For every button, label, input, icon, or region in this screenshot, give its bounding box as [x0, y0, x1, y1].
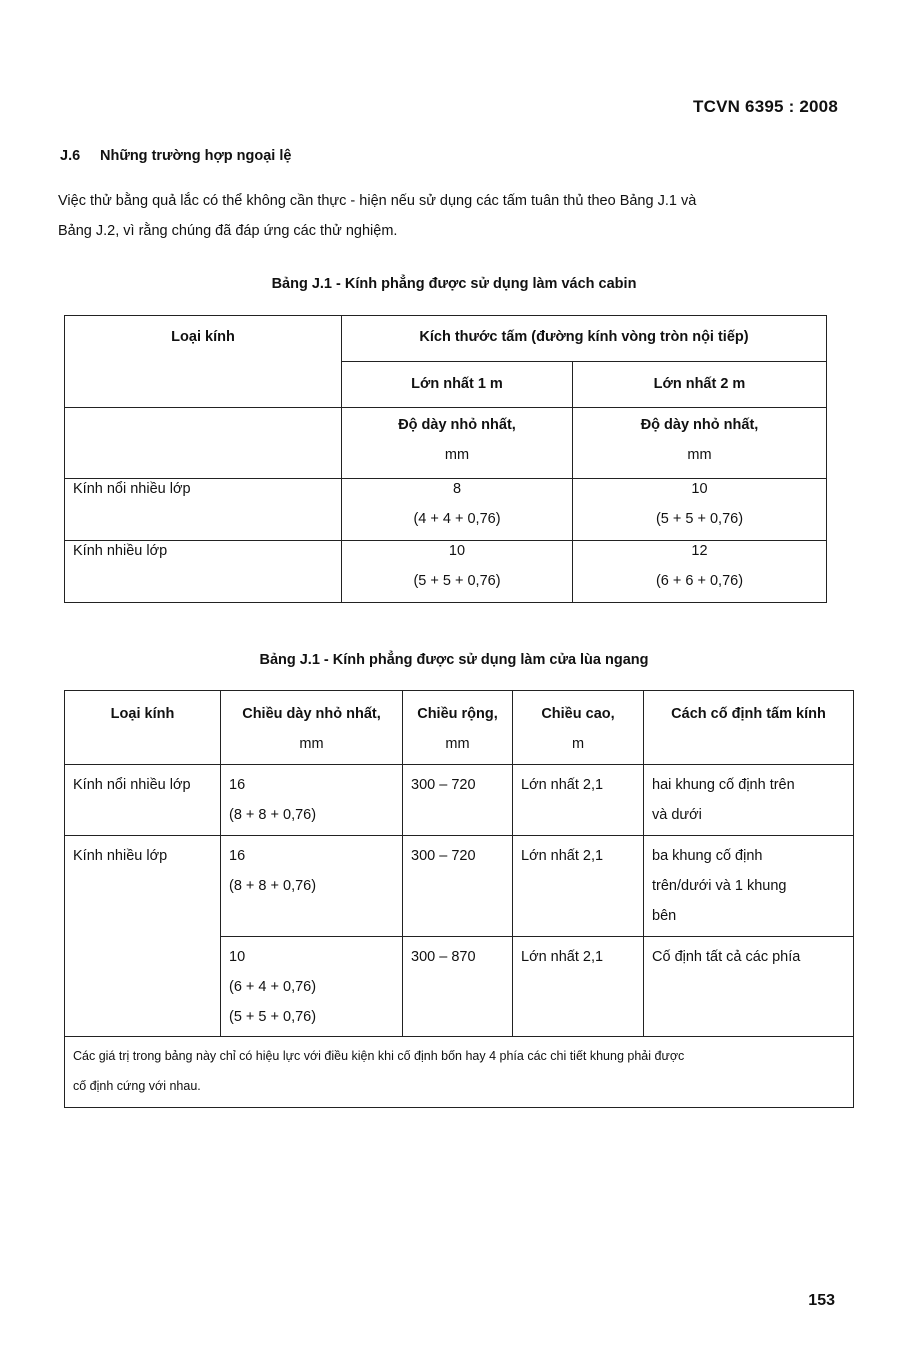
header-cell-fixing: Cách cố định tấm kính: [644, 691, 854, 765]
paragraph-line: Bảng J.2, vì rằng chúng đã đáp ứng các thử nghiệm.: [58, 223, 398, 239]
note-line: Các giá trị trong bảng này chỉ có hiệu lực với điều kiện khi cố định bốn hay 4 phía các chi tiết khung phải được: [73, 1049, 685, 1063]
table1-caption: Bảng J.1 - Kính phẳng được sử dụng làm vách cabin: [271, 276, 637, 292]
header-cell-type: Loại kính: [65, 691, 221, 765]
glass-type-cell: Kính nhiều lớp: [65, 541, 342, 603]
table-note: [65, 1037, 854, 1108]
thickness-cell: 16 (8 + 8 + 0,76): [221, 765, 403, 836]
header-cell-type: Loại kính: [65, 316, 342, 408]
header-cell-thickness: Độ dày nhỏ nhất, mm: [342, 408, 573, 479]
table-cabin-glass: [64, 315, 827, 603]
table-sliding-door-glass: [64, 690, 854, 1108]
glass-type-cell: Kính nhiều lớp: [65, 836, 221, 1037]
height-cell: Lớn nhất 2,1: [513, 836, 644, 937]
note-line: cố định cứng với nhau.: [73, 1079, 201, 1093]
glass-type-cell: Kính nổi nhiều lớp: [65, 479, 342, 541]
standard-code: TCVN 6395 : 2008: [693, 97, 838, 116]
width-cell: 300 – 720: [403, 765, 513, 836]
fixing-cell: hai khung cố định trên và dưới: [644, 765, 854, 836]
height-cell: Lớn nhất 2,1: [513, 765, 644, 836]
section-number: J.6: [60, 148, 81, 164]
header-cell-height: Chiều cao, m: [513, 691, 644, 765]
table2-caption: Bảng J.1 - Kính phẳng được sử dụng làm cửa lùa ngang: [259, 652, 649, 668]
table-row: [65, 541, 827, 603]
thickness-cell: 16 (8 + 8 + 0,76): [221, 836, 403, 937]
header-cell-width: Chiều rộng, mm: [403, 691, 513, 765]
header-cell-size: Kích thước tấm (đường kính vòng tròn nội tiếp): [342, 316, 827, 362]
value-cell: 10 (5 + 5 + 0,76): [342, 541, 573, 603]
header-cell-max2: Lớn nhất 2 m: [573, 362, 827, 408]
thickness-cell: 10 (6 + 4 + 0,76) (5 + 5 + 0,76): [221, 937, 403, 1037]
body-paragraph: [58, 186, 848, 246]
empty-cell: [65, 408, 342, 479]
width-cell: 300 – 720: [403, 836, 513, 937]
table-row: [65, 836, 854, 937]
table-row: [65, 479, 827, 541]
value-cell: 10 (5 + 5 + 0,76): [573, 479, 827, 541]
fixing-cell: Cố định tất cả các phía: [644, 937, 854, 1037]
glass-type-cell: Kính nổi nhiều lớp: [65, 765, 221, 836]
header-cell-thickness: Độ dày nhỏ nhất, mm: [573, 408, 827, 479]
value-cell: 12 (6 + 6 + 0,76): [573, 541, 827, 603]
page-number: 153: [808, 1292, 835, 1309]
height-cell: Lớn nhất 2,1: [513, 937, 644, 1037]
width-cell: 300 – 870: [403, 937, 513, 1037]
value-cell: 8 (4 + 4 + 0,76): [342, 479, 573, 541]
section-title: Những trường hợp ngoại lệ: [100, 148, 292, 164]
paragraph-line: Việc thử bằng quả lắc có thể không cần thực - hiện nếu sử dụng các tấm tuân thủ theo Bảng J.1 và: [58, 193, 697, 209]
section-heading: [60, 148, 291, 164]
table-row: [65, 765, 854, 836]
header-cell-max1: Lớn nhất 1 m: [342, 362, 573, 408]
header-cell-thickness: Chiều dày nhỏ nhất, mm: [221, 691, 403, 765]
fixing-cell: ba khung cố định trên/dưới và 1 khung bên: [644, 836, 854, 937]
